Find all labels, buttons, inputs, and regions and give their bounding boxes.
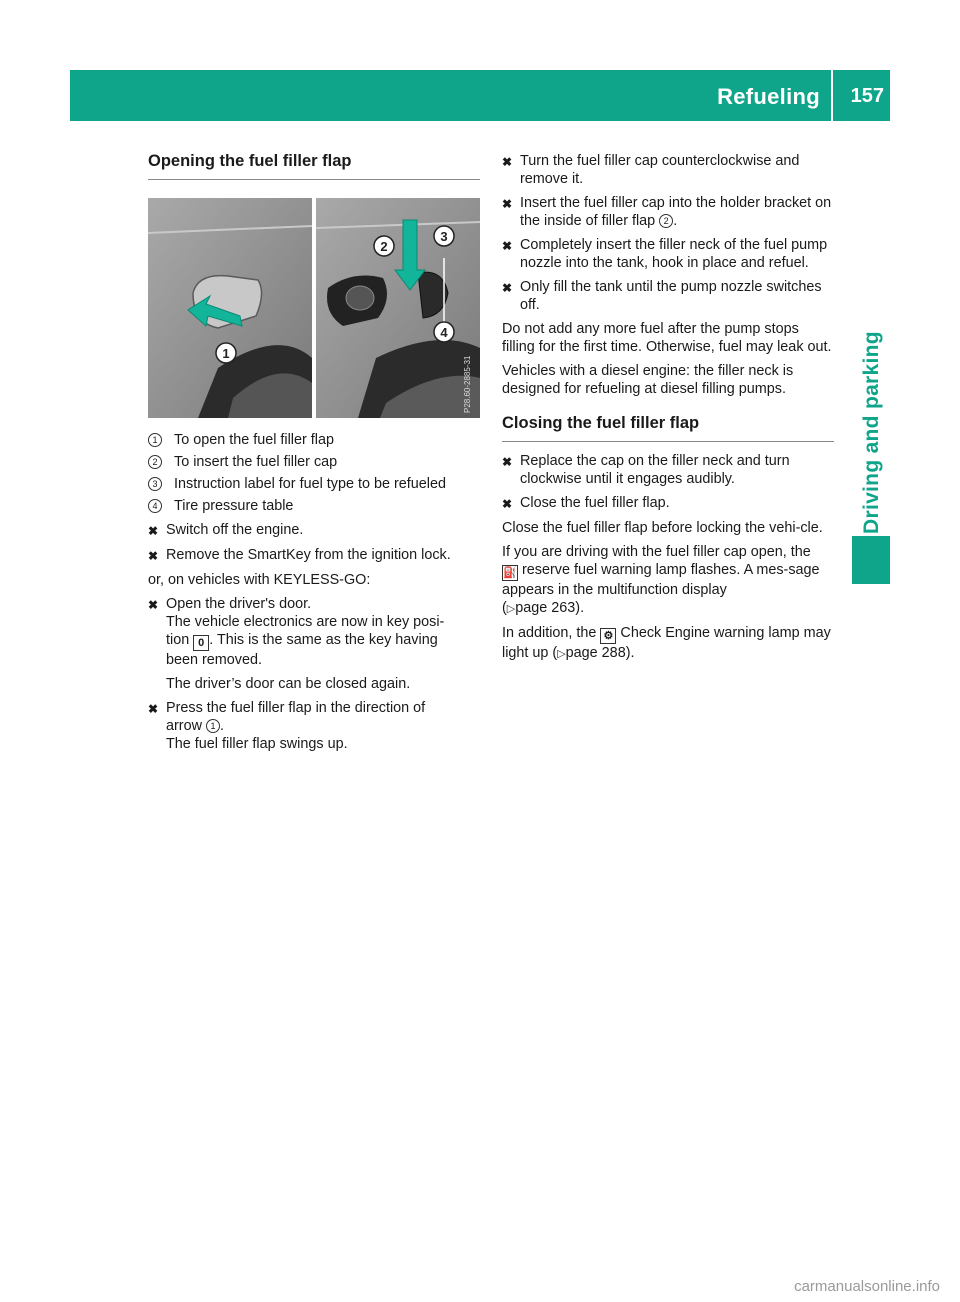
legend-item	[148, 431, 480, 449]
right-column	[502, 152, 834, 663]
step-text: Switch off the engine.	[166, 522, 304, 538]
paragraph: In addition, the ⚙ Check Engine warning lamp may light up (▷page 288).	[502, 625, 831, 661]
legend-item	[148, 453, 480, 471]
legend-item	[148, 475, 480, 493]
figure-code: P28.60-2885-31	[463, 355, 472, 413]
page-header	[70, 70, 890, 121]
svg-text:4: 4	[440, 325, 448, 340]
step-marker-icon: ✖	[502, 281, 513, 295]
chapter-label: Driving and parking	[860, 331, 883, 534]
step-text: Press the fuel filler flap in the direction of arrow 1 . The fuel filler flap swings up.	[166, 700, 426, 752]
key-position-icon: 0	[193, 635, 209, 651]
svg-text:2: 2	[380, 239, 388, 254]
heading-closing: Closing the fuel filler flap	[502, 414, 700, 432]
check-engine-icon: ⚙	[600, 628, 616, 644]
step-item	[148, 546, 480, 565]
step-text: Remove the SmartKey from the ignition lock.	[166, 547, 451, 563]
site-watermark: carmanualsonline.info	[794, 1278, 940, 1295]
step-text: Completely insert the filler neck of the fuel pump nozzle into the tank, hook in place and refuel.	[520, 237, 828, 271]
fuel-flap-illustration	[148, 198, 480, 418]
legend-text: To insert the fuel filler cap	[174, 454, 338, 470]
callout-badge: 1	[148, 433, 162, 447]
step-item	[502, 278, 834, 314]
step-item	[502, 452, 834, 488]
step-item	[502, 194, 834, 230]
heading-opening: Opening the fuel filler flap	[148, 152, 352, 170]
legend-text: Instruction label for fuel type to be refueled	[174, 476, 446, 492]
step-text: Only fill the tank until the pump nozzle switches off.	[520, 279, 822, 313]
step-text: Insert the fuel filler cap into the holder bracket on the inside of filler flap 2 .	[520, 195, 832, 229]
figure-legend	[148, 431, 480, 515]
chapter-side-tab	[852, 122, 890, 556]
step-marker-icon: ✖	[502, 155, 513, 169]
heading-rule	[148, 179, 480, 180]
legend-text: To open the fuel filler flap	[174, 432, 334, 448]
page-ref-icon: ▷	[506, 603, 516, 615]
heading-rule	[502, 441, 834, 442]
step-item	[148, 699, 480, 753]
svg-text:3: 3	[440, 229, 448, 244]
paragraph: Vehicles with a diesel engine: the filler neck is designed for refueling at diesel filling pumps.	[502, 363, 794, 397]
step-marker-icon: ✖	[148, 524, 159, 538]
callout-2	[374, 236, 394, 256]
callout-1	[216, 343, 236, 363]
step-item	[502, 236, 834, 272]
step-item	[502, 494, 834, 513]
alternative-text: or, on vehicles with KEYLESS-GO:	[148, 572, 371, 588]
callout-badge: 2	[659, 214, 673, 228]
section-title: Refueling	[717, 84, 820, 109]
callout-4	[434, 322, 454, 342]
left-column	[148, 152, 480, 753]
paragraph: If you are driving with the fuel filler cap open, the ⛽ reserve fuel warning lamp flashes. A mes-sage appears in the multifunction display (▷page 263).	[502, 544, 820, 616]
paragraph: Do not add any more fuel after the pump stops filling for the first time. Otherwise, fuel may leak out.	[502, 321, 832, 355]
callout-badge: 3	[148, 477, 162, 491]
legend-text: Tire pressure table	[174, 498, 294, 514]
step-text: Close the fuel filler flap.	[520, 495, 670, 511]
svg-text:1: 1	[222, 346, 230, 361]
callout-badge: 2	[148, 455, 162, 469]
step-text: Open the driver's door. The vehicle electronics are now in key posi- tion 0 . This is the same as the key having been removed. The driver’s door can be closed again.	[166, 596, 445, 692]
callout-badge: 1	[206, 719, 220, 733]
fuel-pump-icon: ⛽	[503, 567, 517, 579]
page-number: 157	[850, 85, 884, 107]
chapter-marker	[852, 536, 890, 584]
step-text: Turn the fuel filler cap counterclockwise and remove it.	[520, 153, 800, 187]
callout-badge: 4	[148, 499, 162, 513]
page-ref-icon: ▷	[557, 648, 566, 660]
step-marker-icon: ✖	[502, 197, 513, 211]
step-marker-icon: ✖	[502, 497, 513, 511]
step-marker-icon: ✖	[502, 239, 513, 253]
step-marker-icon: ✖	[148, 598, 159, 612]
header-divider	[831, 70, 833, 121]
legend-item	[148, 497, 480, 515]
callout-3	[434, 226, 454, 246]
paragraph: Close the fuel filler flap before locking the vehi-cle.	[502, 520, 823, 536]
step-marker-icon: ✖	[502, 455, 513, 469]
step-marker-icon: ✖	[148, 549, 159, 563]
step-text: Replace the cap on the filler neck and turn clockwise until it engages audibly.	[520, 453, 790, 487]
step-item	[148, 595, 480, 693]
step-item	[148, 521, 480, 540]
step-item	[502, 152, 834, 188]
step-marker-icon: ✖	[148, 702, 159, 716]
